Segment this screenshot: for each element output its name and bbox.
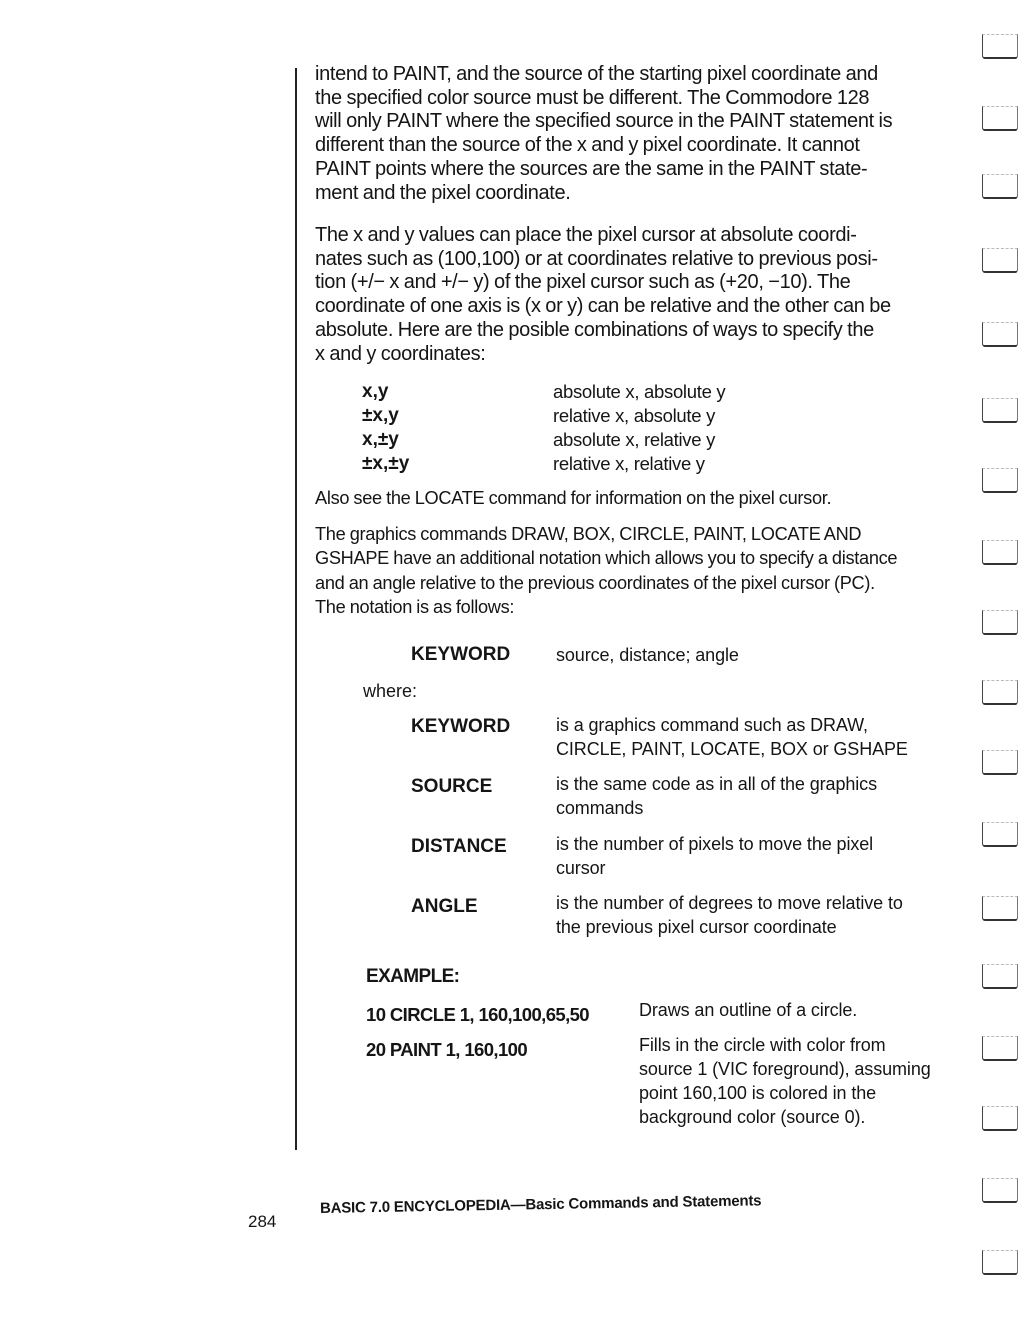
example-code: 20 PAINT 1, 160,100 [366,1039,528,1060]
example-description [639,1033,931,1129]
text-line: PAINT points where the sources are the same in the PAINT state- [315,157,868,180]
definition-term: ANGLE [411,896,478,917]
example-description [639,998,857,1022]
index-tab-mark [982,1178,1018,1203]
definition-term: SOURCE [411,776,493,797]
index-tab-mark [982,680,1018,705]
text-line: ment and the pixel coordinate. [315,181,571,204]
text-line: is the number of degrees to move relative to [556,893,903,913]
text-line: x and y coordinates: [315,342,486,365]
index-tab-mark [982,540,1018,565]
coordinate-meaning: absolute x, relative y [553,429,716,450]
text-line: tion (+/− x and +/− y) of the pixel cursor such as (+20, −10). The [315,271,851,294]
text-line: nates such as (100,100) or at coordinates relative to previous posi- [315,247,878,270]
locate-note: Also see the LOCATE command for information on the pixel cursor. [315,488,832,508]
definition-term: DISTANCE [411,836,507,857]
index-tab-mark [982,106,1018,131]
margin-rule [295,68,297,1150]
definition-term: KEYWORD [411,716,511,737]
text-line: is a graphics command such as DRAW, [556,715,868,735]
running-footer: BASIC 7.0 ENCYCLOPEDIA—Basic Commands and Statements [319,1192,762,1217]
definition-text [556,891,903,939]
index-tab-mark [982,398,1018,423]
index-tab-mark [982,896,1018,921]
text-line: Draws an outline of a circle. [639,1000,858,1020]
definition-text [556,832,873,880]
text-line: The graphics commands DRAW, BOX, CIRCLE, PAINT, LOCATE AND [315,524,862,544]
index-tab-mark [982,248,1018,273]
text-line: point 160,100 is colored in the [639,1083,877,1103]
index-tab-mark [982,1036,1018,1061]
coordinate-meaning: relative x, absolute y [553,405,716,426]
paragraph-notation [315,522,897,620]
coordinate-form: ±x,±y [362,453,410,474]
paragraph-xy-values [315,224,891,366]
index-tab-mark [982,174,1018,199]
text-line: intend to PAINT, and the source of the starting pixel coordinate and [315,63,878,85]
text-line: will only PAINT where the specified source in the PAINT statement is [315,110,893,133]
text-line: CIRCLE, PAINT, LOCATE, BOX or GSHAPE [556,739,908,759]
text-line: Fills in the circle with color from [639,1035,886,1055]
paragraph-paint-sources [315,63,892,205]
text-line: source 1 (VIC foreground), assuming [639,1059,931,1079]
text-line: is the same code as in all of the graphics [556,774,877,794]
index-tab-mark [982,610,1018,635]
index-tab-mark [982,468,1018,493]
coordinate-form: ±x,y [362,405,399,426]
text-line: The x and y values can place the pixel cursor at absolute coordi- [315,224,857,246]
syntax-keyword: KEYWORD [411,644,511,665]
example-code: 10 CIRCLE 1, 160,100,65,50 [366,1004,589,1025]
text-line: cursor [556,858,606,878]
coordinate-form: x,±y [362,429,399,450]
coordinate-meaning: absolute x, absolute y [553,381,726,402]
text-line: commands [556,798,644,818]
index-tab-mark [982,34,1018,59]
text-line: background color (source 0). [639,1107,866,1127]
index-tab-mark [982,822,1018,847]
index-tab-mark [982,750,1018,775]
text-line: different than the source of the x and y pixel coordinate. It cannot [315,134,860,157]
example-heading: EXAMPLE: [366,966,460,987]
text-line: and an angle relative to the previous coordinates of the pixel cursor (PC). [315,572,875,593]
index-tab-mark [982,322,1018,347]
text-line: the specified color source must be different. The Commodore 128 [315,86,870,109]
definition-text [556,772,877,820]
where-label: where: [363,681,418,701]
coordinate-form: x,y [362,381,389,402]
coordinate-meaning: relative x, relative y [553,453,705,474]
index-tab-mark [982,1106,1018,1131]
text-line: absolute. Here are the posible combinations of ways to specify the [315,318,874,341]
text-line: coordinate of one axis is (x or y) can be relative and the other can be [315,295,891,318]
index-tab-mark [982,1250,1018,1275]
text-line: The notation is as follows: [315,597,515,618]
index-tab-mark [982,964,1018,989]
definition-text [556,713,908,761]
text-line: GSHAPE have an additional notation which allows you to specify a distance [315,548,898,569]
text-line: the previous pixel cursor coordinate [556,917,837,937]
page-number: 284 [248,1212,277,1231]
text-line: is the number of pixels to move the pixel [556,834,874,854]
syntax-args: source, distance; angle [556,645,739,665]
